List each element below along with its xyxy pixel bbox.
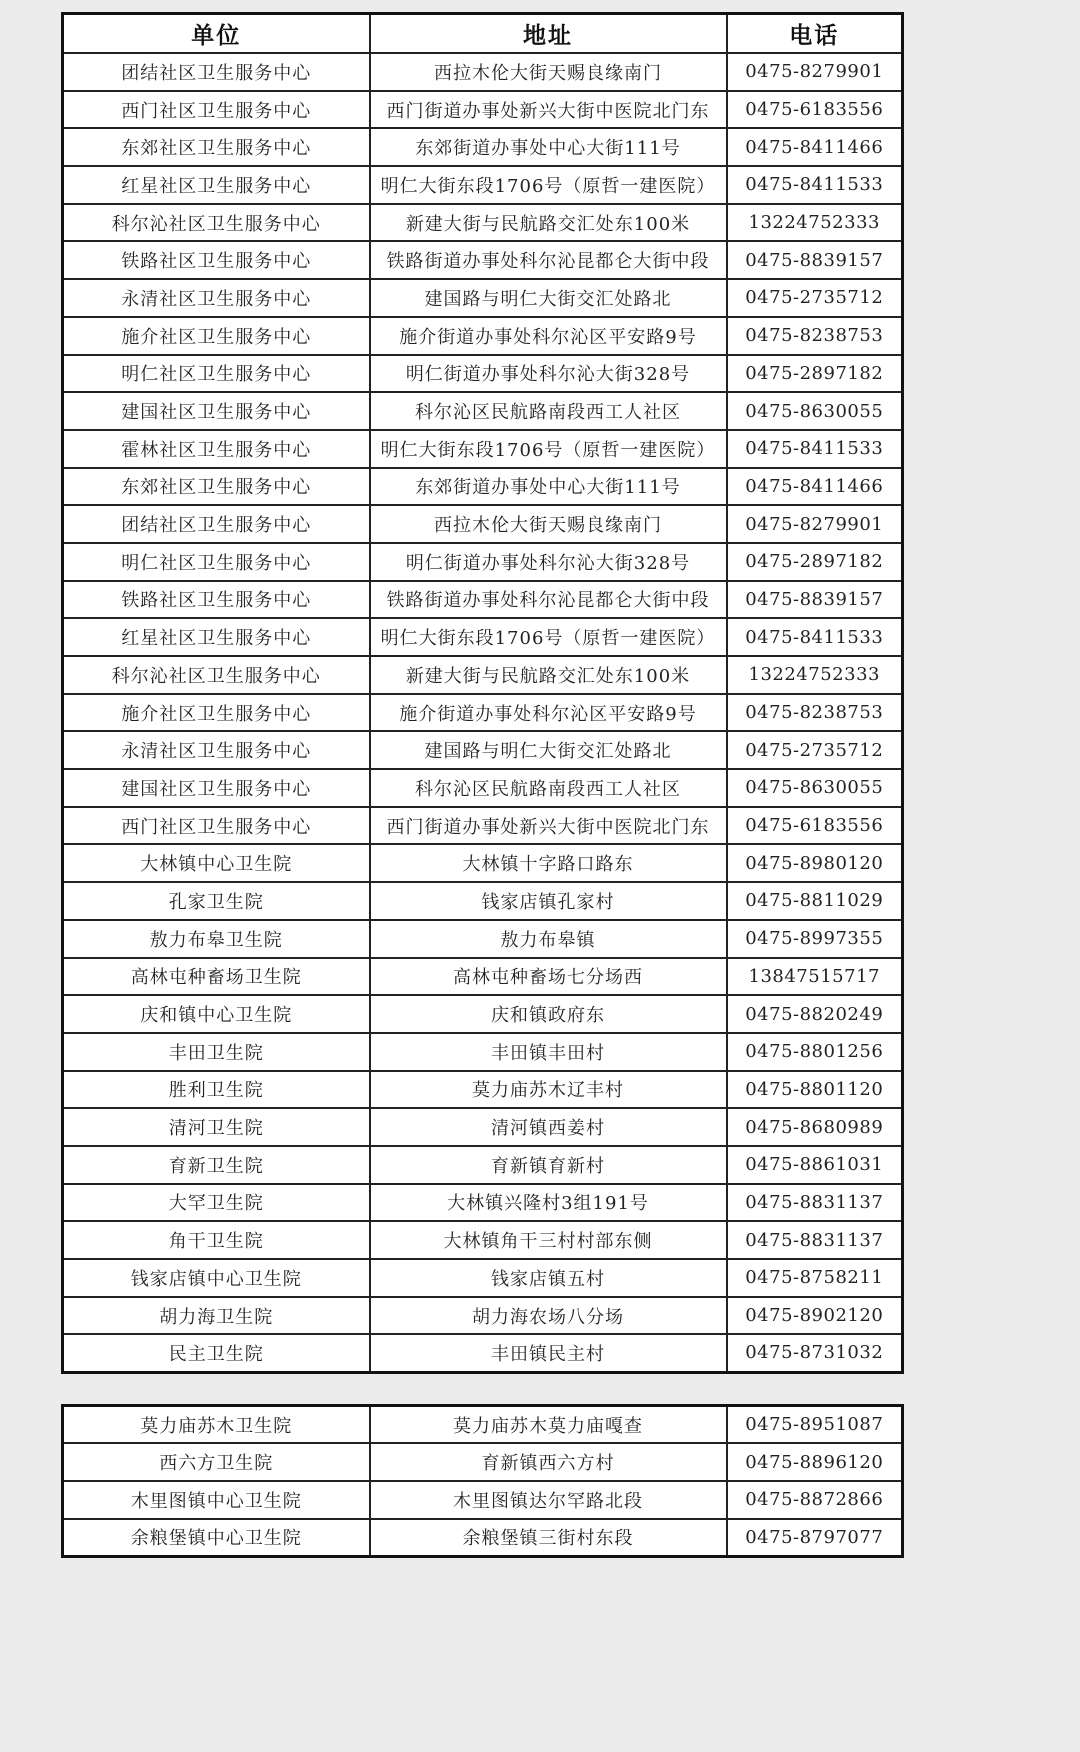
- table-row: [63, 53, 903, 91]
- address-cell: 敖力布皋镇: [370, 920, 727, 958]
- phone-cell: 0475-8861031: [727, 1146, 903, 1184]
- unit-cell: 红星社区卫生服务中心: [63, 166, 370, 204]
- address-cell: 余粮堡镇三街村东段: [370, 1519, 727, 1557]
- table-header-row: [63, 14, 903, 54]
- unit-cell: 建国社区卫生服务中心: [63, 392, 370, 430]
- unit-cell: 科尔沁社区卫生服务中心: [63, 204, 370, 242]
- unit-cell: 施介社区卫生服务中心: [63, 694, 370, 732]
- phone-cell: 0475-2897182: [727, 543, 903, 581]
- phone-cell: 0475-8872866: [727, 1481, 903, 1519]
- table-row: [63, 1259, 903, 1297]
- table-row: [63, 430, 903, 468]
- unit-cell: 钱家店镇中心卫生院: [63, 1259, 370, 1297]
- unit-cell: 西门社区卫生服务中心: [63, 91, 370, 129]
- address-cell: 明仁大街东段1706号（原哲一建医院）: [370, 618, 727, 656]
- address-cell: 建国路与明仁大街交汇处路北: [370, 731, 727, 769]
- phone-cell: 0475-8411466: [727, 128, 903, 166]
- table-row: [63, 1071, 903, 1109]
- unit-cell: 西六方卫生院: [63, 1443, 370, 1481]
- table-row: [63, 1481, 903, 1519]
- address-cell: 大林镇十字路口路东: [370, 844, 727, 882]
- phone-cell: 0475-8831137: [727, 1184, 903, 1222]
- phone-cell: 0475-8801120: [727, 1071, 903, 1109]
- phone-cell: 0475-8758211: [727, 1259, 903, 1297]
- address-cell: 东郊街道办事处中心大街111号: [370, 468, 727, 506]
- address-cell: 莫力庙苏木辽丰村: [370, 1071, 727, 1109]
- table-row: [63, 279, 903, 317]
- table-row: [63, 995, 903, 1033]
- phone-cell: 0475-8820249: [727, 995, 903, 1033]
- phone-cell: 0475-2735712: [727, 731, 903, 769]
- phone-cell: 0475-8630055: [727, 769, 903, 807]
- unit-cell: 胡力海卫生院: [63, 1297, 370, 1335]
- phone-cell: 0475-8238753: [727, 694, 903, 732]
- unit-cell: 东郊社区卫生服务中心: [63, 128, 370, 166]
- unit-cell: 孔家卫生院: [63, 882, 370, 920]
- table-row: [63, 618, 903, 656]
- table-row: [63, 1033, 903, 1071]
- address-cell: 钱家店镇孔家村: [370, 882, 727, 920]
- phone-cell: 0475-8279901: [727, 53, 903, 91]
- table-row: [63, 317, 903, 355]
- table-row: [63, 1519, 903, 1557]
- unit-cell: 科尔沁社区卫生服务中心: [63, 656, 370, 694]
- unit-cell: 团结社区卫生服务中心: [63, 53, 370, 91]
- table-row: [63, 128, 903, 166]
- unit-cell: 大罕卫生院: [63, 1184, 370, 1222]
- table-row: [63, 694, 903, 732]
- unit-cell: 霍林社区卫生服务中心: [63, 430, 370, 468]
- phone-cell: 0475-2735712: [727, 279, 903, 317]
- address-cell: 钱家店镇五村: [370, 1259, 727, 1297]
- table-row: [63, 204, 903, 242]
- table-row: [63, 656, 903, 694]
- table-row: [63, 1406, 903, 1444]
- phone-cell: 0475-2897182: [727, 355, 903, 393]
- unit-cell: 角干卫生院: [63, 1221, 370, 1259]
- address-cell: 东郊街道办事处中心大街111号: [370, 128, 727, 166]
- phone-cell: 0475-8680989: [727, 1108, 903, 1146]
- unit-cell: 永清社区卫生服务中心: [63, 279, 370, 317]
- phone-cell: 0475-8411466: [727, 468, 903, 506]
- table-row: [63, 1108, 903, 1146]
- unit-cell: 莫力庙苏木卫生院: [63, 1406, 370, 1444]
- table-row: [63, 807, 903, 845]
- phone-cell: 13847515717: [727, 958, 903, 996]
- unit-cell: 铁路社区卫生服务中心: [63, 581, 370, 619]
- phone-cell: 0475-8279901: [727, 505, 903, 543]
- phone-cell: 0475-8831137: [727, 1221, 903, 1259]
- table-row: [63, 844, 903, 882]
- table-row: [63, 1221, 903, 1259]
- address-cell: 莫力庙苏木莫力庙嘎查: [370, 1406, 727, 1444]
- address-cell: 铁路街道办事处科尔沁昆都仑大街中段: [370, 241, 727, 279]
- phone-cell: 0475-6183556: [727, 91, 903, 129]
- phone-cell: 13224752333: [727, 204, 903, 242]
- table-row: [63, 166, 903, 204]
- unit-cell: 施介社区卫生服务中心: [63, 317, 370, 355]
- unit-cell: 红星社区卫生服务中心: [63, 618, 370, 656]
- phone-cell: 0475-6183556: [727, 807, 903, 845]
- phone-cell: 0475-8238753: [727, 317, 903, 355]
- table-row: [63, 468, 903, 506]
- phone-cell: 0475-8980120: [727, 844, 903, 882]
- unit-cell: 敖力布皋卫生院: [63, 920, 370, 958]
- address-cell: 丰田镇民主村: [370, 1334, 727, 1372]
- address-cell: 明仁街道办事处科尔沁大街328号: [370, 355, 727, 393]
- table-row: [63, 1297, 903, 1335]
- table-row: [63, 91, 903, 129]
- address-cell: 丰田镇丰田村: [370, 1033, 727, 1071]
- unit-cell: 大林镇中心卫生院: [63, 844, 370, 882]
- unit-cell: 高林屯种畜场卫生院: [63, 958, 370, 996]
- phone-cell: 0475-8731032: [727, 1334, 903, 1372]
- unit-cell: 明仁社区卫生服务中心: [63, 355, 370, 393]
- phone-cell: 0475-8896120: [727, 1443, 903, 1481]
- phone-cell: 0475-8801256: [727, 1033, 903, 1071]
- table-row: [63, 731, 903, 769]
- phone-cell: 0475-8951087: [727, 1406, 903, 1444]
- table-row: [63, 581, 903, 619]
- unit-cell: 团结社区卫生服务中心: [63, 505, 370, 543]
- phone-cell: 0475-8997355: [727, 920, 903, 958]
- address-cell: 庆和镇政府东: [370, 995, 727, 1033]
- unit-cell: 胜利卫生院: [63, 1071, 370, 1109]
- unit-cell: 余粮堡镇中心卫生院: [63, 1519, 370, 1557]
- address-cell: 高林屯种畜场七分场西: [370, 958, 727, 996]
- address-cell: 施介街道办事处科尔沁区平安路9号: [370, 317, 727, 355]
- phone-cell: 0475-8797077: [727, 1519, 903, 1557]
- address-cell: 木里图镇达尔罕路北段: [370, 1481, 727, 1519]
- address-cell: 新建大街与民航路交汇处东100米: [370, 204, 727, 242]
- phone-cell: 0475-8902120: [727, 1297, 903, 1335]
- unit-cell: 铁路社区卫生服务中心: [63, 241, 370, 279]
- address-cell: 西门街道办事处新兴大街中医院北门东: [370, 91, 727, 129]
- phone-cell: 0475-8839157: [727, 241, 903, 279]
- address-cell: 清河镇西姜村: [370, 1108, 727, 1146]
- table-row: [63, 392, 903, 430]
- address-cell: 西拉木伦大街天赐良缘南门: [370, 53, 727, 91]
- address-cell: 西门街道办事处新兴大街中医院北门东: [370, 807, 727, 845]
- health-center-table: [61, 12, 904, 1374]
- address-cell: 大林镇角干三村村部东侧: [370, 1221, 727, 1259]
- address-cell: 新建大街与民航路交汇处东100米: [370, 656, 727, 694]
- address-cell: 建国路与明仁大街交汇处路北: [370, 279, 727, 317]
- address-cell: 科尔沁区民航路南段西工人社区: [370, 769, 727, 807]
- table-row: [63, 241, 903, 279]
- phone-cell: 13224752333: [727, 656, 903, 694]
- header-phone: 电话: [727, 14, 903, 54]
- address-cell: 育新镇西六方村: [370, 1443, 727, 1481]
- address-cell: 铁路街道办事处科尔沁昆都仑大街中段: [370, 581, 727, 619]
- unit-cell: 东郊社区卫生服务中心: [63, 468, 370, 506]
- unit-cell: 永清社区卫生服务中心: [63, 731, 370, 769]
- table-row: [63, 1334, 903, 1372]
- unit-cell: 建国社区卫生服务中心: [63, 769, 370, 807]
- table-row: [63, 769, 903, 807]
- address-cell: 明仁大街东段1706号（原哲一建医院）: [370, 166, 727, 204]
- health-center-table-continued: [61, 1404, 904, 1558]
- table-row: [63, 958, 903, 996]
- address-cell: 胡力海农场八分场: [370, 1297, 727, 1335]
- address-cell: 大林镇兴隆村3组191号: [370, 1184, 727, 1222]
- address-cell: 科尔沁区民航路南段西工人社区: [370, 392, 727, 430]
- header-unit: 单位: [63, 14, 370, 54]
- unit-cell: 明仁社区卫生服务中心: [63, 543, 370, 581]
- phone-cell: 0475-8411533: [727, 618, 903, 656]
- table-row: [63, 1184, 903, 1222]
- address-cell: 施介街道办事处科尔沁区平安路9号: [370, 694, 727, 732]
- unit-cell: 清河卫生院: [63, 1108, 370, 1146]
- phone-cell: 0475-8811029: [727, 882, 903, 920]
- unit-cell: 庆和镇中心卫生院: [63, 995, 370, 1033]
- address-cell: 育新镇育新村: [370, 1146, 727, 1184]
- table-row: [63, 543, 903, 581]
- unit-cell: 民主卫生院: [63, 1334, 370, 1372]
- header-address: 地址: [370, 14, 727, 54]
- table-row: [63, 882, 903, 920]
- phone-cell: 0475-8411533: [727, 430, 903, 468]
- table-row: [63, 1146, 903, 1184]
- phone-cell: 0475-8839157: [727, 581, 903, 619]
- unit-cell: 西门社区卫生服务中心: [63, 807, 370, 845]
- table-row: [63, 920, 903, 958]
- phone-cell: 0475-8411533: [727, 166, 903, 204]
- address-cell: 西拉木伦大街天赐良缘南门: [370, 505, 727, 543]
- table-row: [63, 355, 903, 393]
- unit-cell: 木里图镇中心卫生院: [63, 1481, 370, 1519]
- unit-cell: 丰田卫生院: [63, 1033, 370, 1071]
- table-row: [63, 1443, 903, 1481]
- phone-cell: 0475-8630055: [727, 392, 903, 430]
- unit-cell: 育新卫生院: [63, 1146, 370, 1184]
- table-row: [63, 505, 903, 543]
- address-cell: 明仁街道办事处科尔沁大街328号: [370, 543, 727, 581]
- address-cell: 明仁大街东段1706号（原哲一建医院）: [370, 430, 727, 468]
